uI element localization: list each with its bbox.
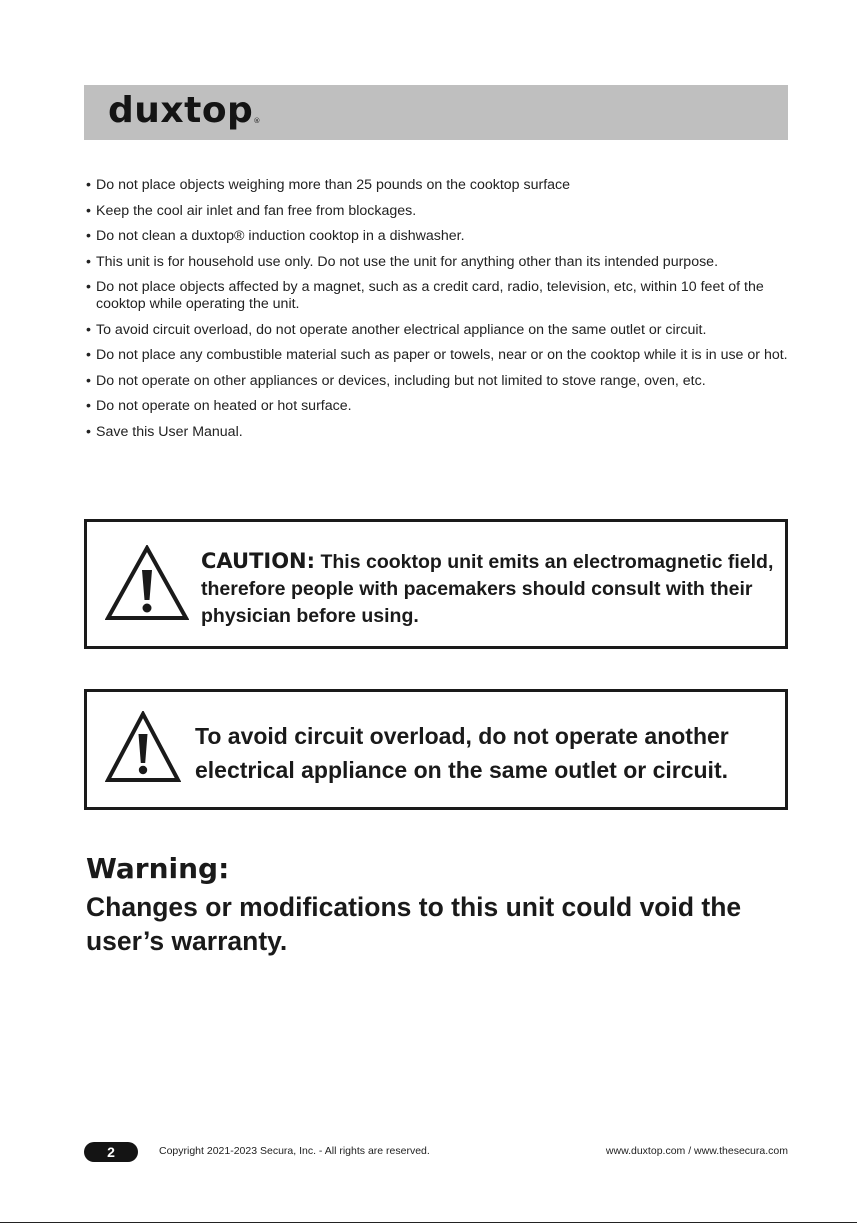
caution-label: CAUTION: [201,549,316,573]
warning-body: Changes or modifications to this unit could void the user’s warranty. [86,892,742,956]
caution-text: CAUTION: This cooktop unit emits an electromagnetic field, therefore people with pacemakers should consult with their physician before using. [201,549,774,627]
website-link[interactable]: www.duxtop.com / www.thesecura.com [605,1145,788,1157]
list-item: • To avoid circuit overload, do not operate another electrical appliance on the same outlet or circuit. [86,322,796,339]
page-number: 2 [84,1142,138,1162]
overload-text: To avoid circuit overload, do not operate another electrical appliance on the same outlet or circuit. [195,723,729,783]
caution-box [84,519,788,649]
list-item: • Do not operate on other appliances or devices, including but not limited to stove range, oven, etc. [86,373,796,390]
list-item: • This unit is for household use only. Do not use the unit for anything other than its intended purpose. [86,254,796,271]
overload-warning-box [84,689,788,810]
safety-bullet-list [86,177,796,449]
list-item: • Do not operate on heated or hot surface. [86,398,796,415]
list-item: • Do not clean a duxtop® induction cooktop in a dishwasher. [86,228,796,245]
warning-triangle-icon [105,711,181,783]
list-item: • Do not place objects affected by a magnet, such as a credit card, radio, television, etc, within 10 feet of the cooktop while operating the unit. [86,279,796,313]
bottom-divider [0,1222,857,1223]
header-bar [84,85,788,140]
list-item: • Save this User Manual. [86,424,796,441]
warning-triangle-icon [105,545,189,621]
copyright-text: Copyright 2021-2023 Secura, Inc. - All rights are reserved. [159,1145,430,1157]
list-item: • Do not place objects weighing more than 25 pounds on the cooktop surface [86,177,796,194]
duxtop-logo: duxtop® [108,90,261,131]
warning-title: Warning: [86,852,230,885]
list-item: • Do not place any combustible material such as paper or towels, near or on the cooktop while it is in use or hot. [86,347,796,364]
list-item: • Keep the cool air inlet and fan free from blockages. [86,203,796,220]
